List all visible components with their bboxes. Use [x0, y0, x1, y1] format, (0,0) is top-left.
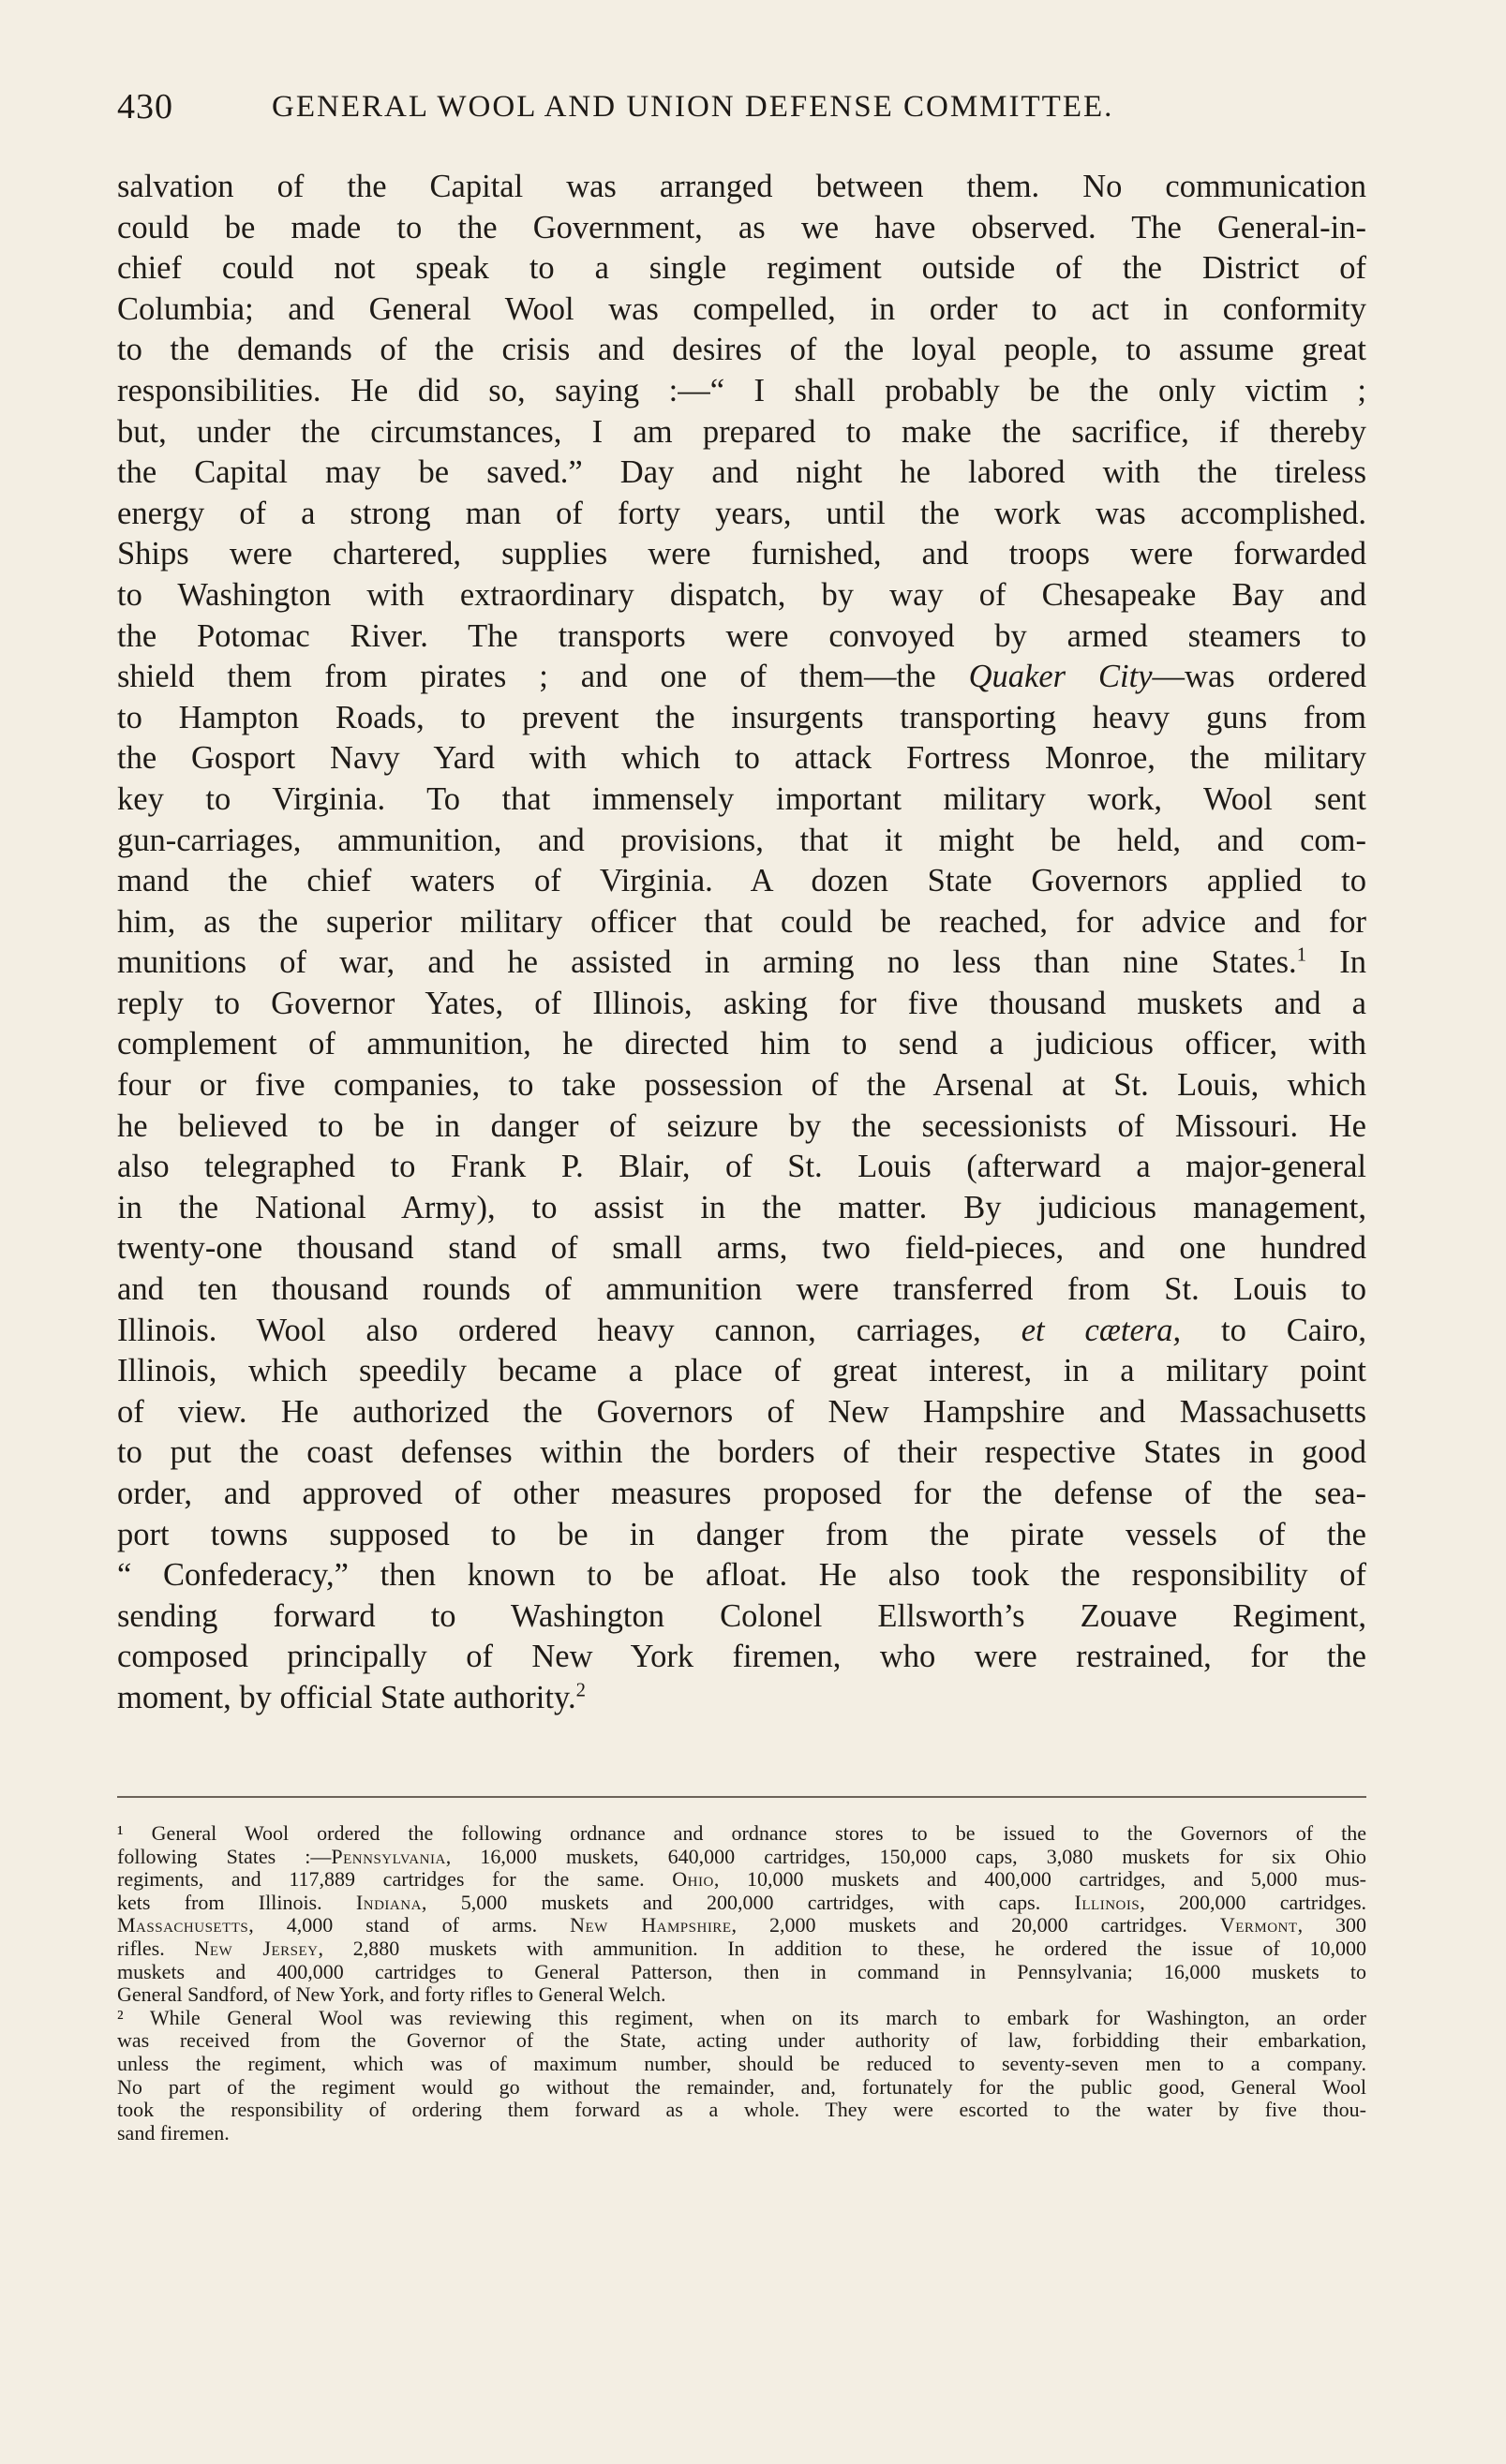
state-name: New Hampshire	[570, 1913, 732, 1937]
text-line: complement of ammunition, he directed him to send a judicious officer, with	[117, 1026, 1366, 1062]
state-name: Illinois	[1074, 1890, 1141, 1914]
text-line: reply to Governor Yates, of Illinois, asking for five thousand muskets and a	[117, 985, 1366, 1021]
text-line: sending forward to Washington Colonel Ellsworth’s Zouave Regiment,	[117, 1597, 1366, 1634]
text-line: energy of a strong man of forty years, until the work was accomplished.	[117, 495, 1366, 531]
page-header	[117, 86, 1223, 133]
text-segment: munitions of war, and he assisted in arming no less than nine States.	[117, 944, 1297, 981]
footnote-line: ¹ General Wool ordered the following ordnance and ordnance stores to be issued to the Governors of the	[117, 1821, 1366, 1845]
text-line: twenty-one thousand stand of small arms, two field-pieces, and one hundred	[117, 1230, 1366, 1267]
ship-name-italic: Quaker City	[968, 659, 1153, 695]
text-segment: moment, by official State authority.	[117, 1679, 576, 1715]
text-segment: to Cairo,	[1181, 1312, 1367, 1348]
text-segment: , 16,000 muskets, 640,000 cartridges, 150,000 caps, 3,080 muskets for six Ohio	[445, 1844, 1367, 1868]
text-segment: , 5,000 muskets and 200,000 cartridges, with caps.	[421, 1890, 1075, 1914]
footnote-ref-1: 1	[1296, 944, 1307, 966]
footnote-ref-2: 2	[575, 1680, 586, 1701]
text-line: order, and approved of other measures proposed for the defense of the sea-	[117, 1476, 1366, 1511]
text-line: to put the coast defenses within the borders of their respective States in good	[117, 1434, 1366, 1471]
text-line	[117, 1311, 1366, 1352]
text-segment: In	[1306, 944, 1366, 981]
footnote-1	[117, 1822, 1366, 2007]
footnote-line: General Sandford, of New York, and forty rifles to General Welch.	[117, 1982, 666, 2007]
footnotes	[117, 1822, 1366, 2145]
text-segment: , 2,000 muskets and 20,000 cartridges.	[731, 1913, 1220, 1937]
text-segment: kets from Illinois.	[117, 1890, 356, 1914]
footnote-line: muskets and 400,000 cartridges to General Patterson, then in command in Pennsylvania; 16,000 muskets to	[117, 1959, 1366, 1983]
running-head: GENERAL WOOL AND UNION DEFENSE COMMITTEE.	[272, 90, 1114, 124]
footnote-line: was received from the Governor of the State, acting under authority of law, forbidding their embarkation,	[117, 2028, 1366, 2053]
state-name: New Jersey	[194, 1936, 319, 1960]
text-segment: , 200,000 cartridges.	[1140, 1890, 1367, 1914]
text-line: to the demands of the crisis and desires of the loyal people, to assume great	[117, 332, 1366, 368]
footnote-line: No part of the regiment would go without the remainder, and, fortunately for the public good, General Wool	[117, 2074, 1366, 2099]
text-line: could be made to the Government, as we have observed. The General-in-	[117, 209, 1366, 245]
state-name: Indiana	[355, 1890, 422, 1914]
text-segment: following States :—	[117, 1844, 332, 1868]
state-name: Ohio	[672, 1867, 714, 1892]
text-segment: , 10,000 muskets and 400,000 cartridges, and 5,000 mus-	[713, 1867, 1367, 1892]
text-line	[117, 943, 1366, 984]
text-line: mand the chief waters of Virginia. A dozen State Governors applied to	[117, 863, 1366, 899]
text-line	[117, 657, 1366, 698]
text-line: and ten thousand rounds of ammunition were transferred from St. Louis to	[117, 1271, 1366, 1308]
text-line: “ Confederacy,” then known to be afloat. He also took the responsibility of	[117, 1557, 1366, 1594]
body-text	[117, 167, 1366, 1719]
text-line: key to Virginia. To that immensely important military work, Wool sent	[117, 780, 1366, 817]
text-line: gun-carriages, ammunition, and provisions, that it might be held, and com-	[117, 822, 1366, 858]
footnote-line	[117, 1846, 1366, 1869]
text-line: Columbia; and General Wool was compelled, in order to act in conformity	[117, 290, 1366, 327]
footnote-line	[117, 1868, 1366, 1892]
state-name: Massachusetts	[117, 1913, 249, 1937]
footnote-2	[117, 2007, 1366, 2145]
text-line: to Hampton Roads, to prevent the insurgents transporting heavy guns from	[117, 699, 1366, 735]
text-segment: regiments, and 117,889 cartridges for the same.	[117, 1867, 673, 1892]
text-line: in the National Army), to assist in the matter. By judicious management,	[117, 1189, 1366, 1225]
footnote-line	[117, 1914, 1366, 1937]
text-line: four or five companies, to take possession of the Arsenal at St. Louis, which	[117, 1067, 1366, 1104]
text-line: port towns supposed to be in danger from the pirate vessels of the	[117, 1516, 1366, 1552]
footnote-divider	[117, 1796, 1366, 1798]
text-line: also telegraphed to Frank P. Blair, of St. Louis (afterward a major-general	[117, 1149, 1366, 1185]
footnote-line: took the responsibility of ordering them forward as a whole. They were escorted to the water by five thou-	[117, 2098, 1366, 2122]
footnote-line: ² While General Wool was reviewing this regiment, when on its march to embark for Washington, an order	[117, 2005, 1366, 2029]
text-line: of view. He authorized the Governors of New Hampshire and Massachusetts	[117, 1393, 1366, 1430]
footnote-line: unless the regiment, which was of maximum number, should be reduced to seventy-seven men to a company.	[117, 2051, 1366, 2075]
text-segment: , 4,000 stand of arms.	[248, 1913, 571, 1937]
text-line: to Washington with extraordinary dispatch, by way of Chesapeake Bay and	[117, 576, 1366, 613]
text-line: but, under the circumstances, I am prepared to make the sacrifice, if thereby	[117, 413, 1366, 450]
text-line: he believed to be in danger of seizure by the secessionists of Missouri. He	[117, 1107, 1366, 1144]
text-segment: —was ordered	[1152, 659, 1366, 695]
state-name: Vermont	[1219, 1913, 1298, 1937]
text-line: the Capital may be saved.” Day and night he labored with the tireless	[117, 454, 1366, 491]
text-line: Ships were chartered, supplies were furnished, and troops were forwarded	[117, 536, 1366, 572]
text-line: composed principally of New York firemen, who were restrained, for the	[117, 1639, 1366, 1675]
text-line: the Gosport Navy Yard with which to attack Fortress Monroe, the military	[117, 740, 1366, 777]
text-line: the Potomac River. The transports were convoyed by armed steamers to	[117, 617, 1366, 654]
page-number: 430	[117, 87, 173, 126]
state-name: Pennsylvania	[331, 1844, 446, 1868]
footnote-line: sand firemen.	[117, 2120, 230, 2145]
text-segment: shield them from pirates ; and one of them—the	[117, 659, 969, 695]
text-line	[117, 1678, 1366, 1719]
text-segment: , 300	[1297, 1913, 1367, 1937]
text-line: responsibilities. He did so, saying :—“ I shall probably be the only victim ;	[117, 372, 1366, 408]
text-line: him, as the superior military officer that could be reached, for advice and for	[117, 903, 1366, 940]
text-segment: rifles.	[117, 1936, 195, 1960]
text-line: chief could not speak to a single regiment outside of the District of	[117, 250, 1366, 287]
text-line: salvation of the Capital was arranged between them. No communication	[117, 169, 1366, 204]
text-segment: , 2,880 muskets with ammunition. In addition to these, he ordered the issue of 10,000	[318, 1936, 1366, 1960]
text-line: Illinois, which speedily became a place of great interest, in a military point	[117, 1353, 1366, 1389]
main-paragraph	[117, 167, 1366, 1719]
footnote-line	[117, 1892, 1366, 1915]
text-segment: Illinois. Wool also ordered heavy cannon, carriages,	[117, 1312, 1021, 1348]
footnote-line	[117, 1937, 1366, 1961]
latin-italic: et cætera,	[1021, 1312, 1182, 1348]
